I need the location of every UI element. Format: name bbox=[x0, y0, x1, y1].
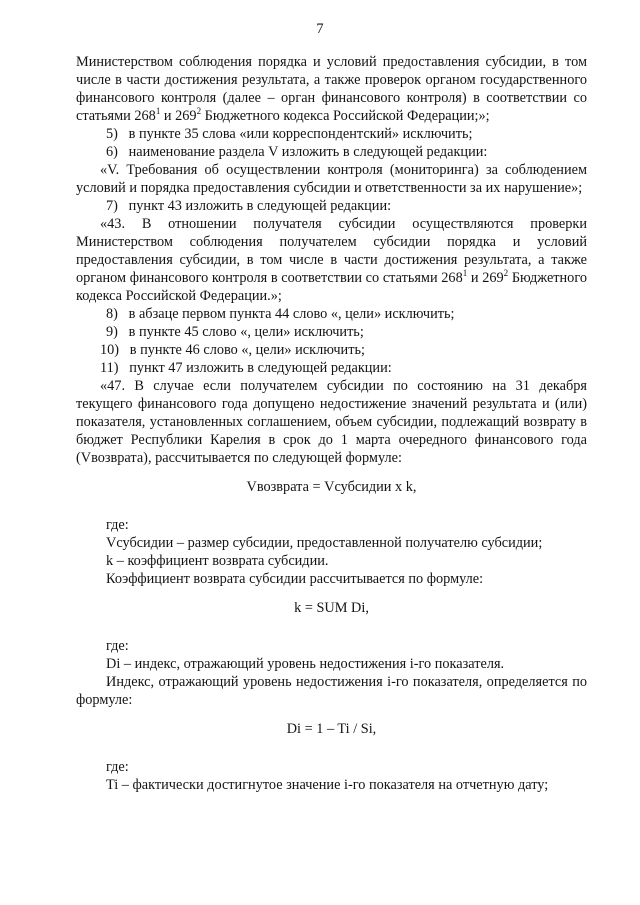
coefficient-text: Коэффициент возврата субсидии рассчитывается по формуле: bbox=[106, 571, 484, 587]
formula-coefficient: k = SUM Di, bbox=[294, 600, 369, 616]
list-item-9: 9) в пункте 45 слово «, цели» исключить; bbox=[106, 324, 364, 340]
superscript: 1 bbox=[155, 106, 161, 117]
superscript: 1 bbox=[462, 268, 468, 279]
definition-di: Di – индекс, отражающий уровень недостижения i-го показателя. bbox=[106, 656, 505, 672]
list-item-10: 10) в пункте 46 слово «, цели» исключить; bbox=[100, 342, 365, 358]
formula-return-volume: Vвозврата = Vсубсидии x k, bbox=[246, 479, 417, 495]
list-item-7: 7) пункт 43 изложить в следующей редакции: bbox=[106, 198, 392, 214]
superscript: 2 bbox=[196, 106, 202, 117]
definition-ti: Ti – фактически достигнутое значение i-го показателя на отчетную дату; bbox=[106, 777, 549, 793]
section-v-title: «V. Требования об осуществлении контроля (мониторинга) за соблюдением условий и порядка предоставления субсидии и ответственности за их нарушение»; bbox=[76, 162, 587, 196]
where-label: где: bbox=[106, 517, 129, 533]
list-item-5: 5) в пункте 35 слова «или корреспондентский» исключить; bbox=[106, 126, 473, 142]
superscript: 2 bbox=[503, 268, 509, 279]
page-number: 7 bbox=[316, 21, 324, 37]
formula-index: Di = 1 – Ti / Si, bbox=[286, 721, 377, 737]
list-item-11: 11) пункт 47 изложить в следующей редакции: bbox=[100, 360, 392, 376]
paragraph-47: «47. В случае если получателем субсидии по состоянию на 31 декабря текущего финансового года допущено недостижение значений результата и (или) показателя, установленных соглашением, объем субсидии, подлежащий возврату в бюджет Республики Карелия в срок до 1 марта очередного финансового года (Vвозврата), рассчитывается по следующей формуле: bbox=[76, 378, 587, 466]
paragraph-43: «43. В отношении получателя субсидии осуществляются проверки Министерством соблюдения получателем субсидии порядка и условий предоставления субсидии, в том числе в части достижения результата, а также органом финансового контроля в соответствии со статьями $268^1$ и $269^2$ Бюджетного кодекса Российской Федерации.»; bbox=[76, 216, 587, 304]
definition-k: k – коэффициент возврата субсидии. bbox=[106, 553, 329, 569]
index-text: Индекс, отражающий уровень недостижения i-го показателя, определяется по формуле: bbox=[76, 674, 587, 708]
paragraph-ministry-checks: Министерством соблюдения порядка и условий предоставления субсидии, в том числе в части достижения результата, а также проверок органом государственного финансового контроля (далее – орган финансового контроля) в соответствии со статьями $268^1$ и $269^2$ Бюджетного кодекса Российской Федерации;»; bbox=[76, 54, 587, 124]
where-label: где: bbox=[106, 759, 129, 775]
where-label: где: bbox=[106, 638, 129, 654]
list-item-8: 8) в абзаце первом пункта 44 слово «, цели» исключить; bbox=[106, 306, 455, 322]
document-body bbox=[76, 53, 587, 794]
definition-vsubsidy: Vсубсидии – размер субсидии, предоставленной получателю субсидии; bbox=[106, 535, 543, 551]
list-item-6: 6) наименование раздела V изложить в следующей редакции: bbox=[106, 144, 488, 160]
